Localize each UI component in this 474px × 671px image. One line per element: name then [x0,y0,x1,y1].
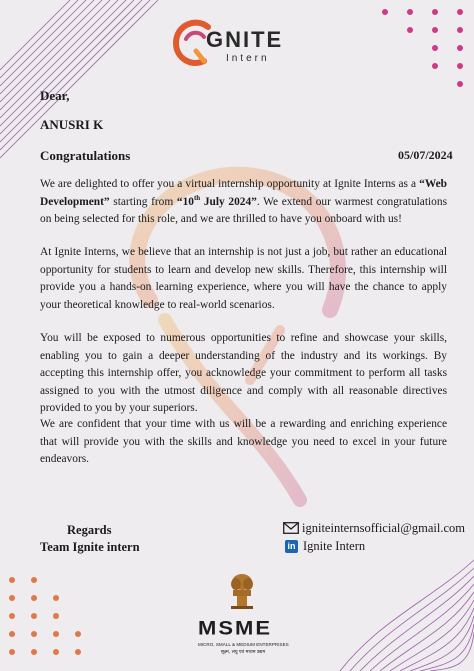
paragraph-offer [40,176,447,229]
team-signature: Team Ignite intern [40,540,140,554]
recipient-name: ANUSRI K [40,117,104,132]
national-emblem-icon [227,572,257,612]
paragraph-expectations: You will be exposed to numerous opportunities to refine and showcase your skills, enabling you to gain a deeper understanding of the industry and its workings. By accepting this internship offer, you acknowledge your commitment to perform all tasks assigned to you with the utmost diligence and comply with all reasonable directives provided to you by your superiors. [40,332,447,415]
msme-wordmark: MSME [198,616,272,639]
program-name: “Web Development” [40,178,447,208]
bottom-left-dots [9,577,81,655]
email-contact[interactable] [283,520,465,536]
letter-date: 05/07/2024 [398,148,453,162]
logo-wordmark: GNITE [206,27,284,52]
linkedin-name: Ignite Intern [303,538,366,553]
start-date: “10th July 2024” [176,193,257,208]
logo-subtitle: Intern [226,53,270,64]
paragraph-closing: We are confident that your time with us will be a rewarding and enriching experience that will provide you with the skills and knowledge you need to excel in your future endeavors. [40,418,447,466]
email-address: igniteinternsofficial@gmail.com [302,520,465,535]
offer-text-a: We are delighted to offer you a virtual internship opportunity at Ignite Interns as a [40,178,420,190]
congratulations-heading: Congratulations [40,148,131,163]
linkedin-contact[interactable] [285,538,365,554]
regards-label: Regards [67,523,112,537]
msme-emblem [192,568,292,671]
offer-text-c: . We extend our warmest congratulations on being selected for this role, and we are thrilled to have you onboard with us! [40,195,448,226]
msme-caption: MICRO, SMALL & MEDIUM ENTERPRISES [198,642,289,647]
mail-icon [283,522,299,534]
offer-text-b: starting from [109,195,177,208]
salutation: Dear, [40,88,70,103]
paragraph-belief: At Ignite Interns, we believe that an internship is not just a job, but rather an educational opportunity for students to learn and develop new skills. Therefore, this internship will provide you a hands-on learning experience, where you will have the chance to apply your theoretical knowledge to real-world scenarios. [40,246,447,311]
top-right-dots [382,9,463,87]
msme-hindi-caption: सूक्ष्म, लघु एवं मध्यम उद्यम [220,650,266,655]
linkedin-icon: in [285,540,298,553]
top-left-stripes [0,0,158,158]
ignite-logo [168,13,308,73]
bottom-right-stripes [340,560,474,671]
